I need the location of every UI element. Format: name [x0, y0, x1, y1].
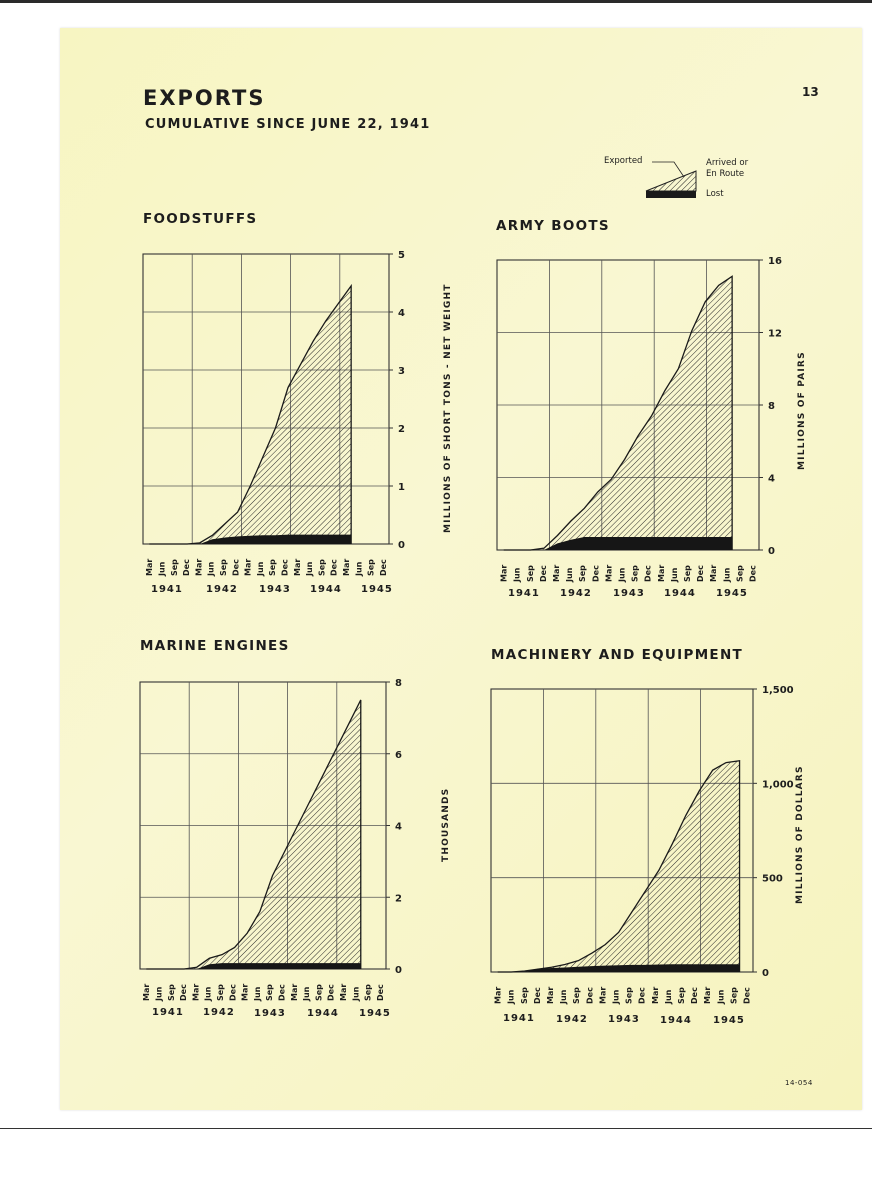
month-tick-label: Sep	[735, 565, 745, 582]
y-tick-label: 3	[398, 366, 405, 377]
y-tick-label: 5	[398, 250, 405, 261]
month-tick-label: Dec	[538, 565, 548, 582]
y-tick-label: 0	[762, 968, 769, 979]
document-code: 14-054	[785, 1079, 813, 1087]
month-tick-label: Sep	[166, 984, 176, 1001]
month-tick-label: Dec	[182, 559, 192, 576]
year-1945-machinery: 1945	[713, 1015, 745, 1026]
ylabel-machinery: MILLIONS OF DOLLARS	[795, 765, 805, 904]
year-1941-army-boots: 1941	[508, 588, 540, 599]
month-tick-label: Sep	[317, 559, 327, 576]
month-tick-label: Jun	[354, 561, 364, 576]
month-tick-label: Jun	[663, 989, 673, 1004]
month-tick-label: Mar	[243, 558, 253, 576]
y-tick-label: 0	[768, 546, 775, 557]
month-tick-label: Sep	[215, 984, 225, 1001]
month-tick-label: Jun	[559, 989, 569, 1004]
exported-area	[498, 761, 740, 972]
legend-lost: Lost	[706, 189, 724, 199]
legend-exported: Exported	[604, 156, 643, 166]
scan-edge	[0, 0, 872, 3]
y-tick-label: 500	[762, 873, 783, 885]
month-tick-label: Jun	[722, 567, 732, 582]
month-tick-label: Dec	[277, 984, 287, 1001]
y-tick-label: 0	[398, 540, 405, 551]
year-1945-foodstuffs: 1945	[361, 584, 393, 595]
month-tick-label: Mar	[142, 983, 152, 1001]
chart-army-boots	[484, 246, 794, 586]
lost-area	[146, 963, 360, 969]
month-tick-label: Dec	[591, 565, 601, 582]
month-tick-label: Sep	[519, 987, 529, 1004]
month-tick-label: Jun	[302, 986, 312, 1001]
month-tick-label: Mar	[289, 983, 299, 1001]
y-tick-label: 2	[398, 424, 405, 435]
month-tick-label: Mar	[650, 986, 660, 1004]
chart-title-foodstuffs: FOODSTUFFS	[143, 211, 258, 227]
year-1943-foodstuffs: 1943	[259, 584, 291, 595]
month-tick-label: Dec	[228, 984, 238, 1001]
chart-title-marine-engines: MARINE ENGINES	[140, 638, 290, 654]
month-tick-label: Mar	[551, 564, 561, 582]
month-tick-label: Jun	[252, 986, 262, 1001]
year-1941-marine-engines: 1941	[152, 1007, 184, 1018]
month-tick-label: Jun	[669, 567, 679, 582]
month-tick-label: Sep	[624, 987, 634, 1004]
month-tick-label: Mar	[709, 564, 719, 582]
month-tick-label: Mar	[703, 986, 713, 1004]
year-1943-army-boots: 1943	[613, 588, 645, 599]
month-tick-label: Dec	[280, 559, 290, 576]
month-tick-label: Dec	[643, 565, 653, 582]
month-tick-label: Mar	[341, 558, 351, 576]
y-tick-label: 8	[768, 401, 775, 412]
month-tick-label: Sep	[314, 984, 324, 1001]
month-tick-label: Jun	[154, 986, 164, 1001]
y-tick-label: 0	[395, 965, 402, 976]
month-tick-label: Mar	[493, 986, 503, 1004]
y-tick-label: 1,500	[762, 685, 794, 696]
bottom-rule	[0, 1128, 872, 1129]
year-1944-machinery: 1944	[660, 1015, 692, 1026]
year-1942-foodstuffs: 1942	[206, 584, 238, 595]
y-tick-label: 4	[398, 308, 405, 319]
y-tick-label: 6	[395, 749, 402, 761]
month-tick-label: Dec	[179, 984, 189, 1001]
y-tick-label: 1	[398, 482, 405, 493]
chart-foodstuffs	[130, 240, 430, 580]
year-1943-machinery: 1943	[608, 1014, 640, 1025]
ylabel-marine-engines: THOUSANDS	[441, 787, 451, 862]
month-tick-label: Dec	[375, 984, 385, 1001]
ylabel-foodstuffs: MILLIONS OF SHORT TONS - NET WEIGHT	[443, 283, 453, 533]
chart-marine-engines	[127, 668, 427, 1008]
year-1944-marine-engines: 1944	[307, 1008, 339, 1019]
month-tick-label: Dec	[378, 559, 388, 576]
y-tick-label: 2	[395, 893, 402, 905]
month-tick-label: Jun	[157, 561, 167, 576]
y-tick-label: 12	[768, 328, 782, 340]
month-tick-label: Dec	[748, 565, 758, 582]
year-1944-army-boots: 1944	[664, 588, 696, 599]
month-tick-label: Jun	[255, 561, 265, 576]
y-tick-label: 16	[768, 256, 782, 267]
month-tick-label: Jun	[506, 989, 516, 1004]
month-tick-label: Mar	[656, 564, 666, 582]
ylabel-army-boots: MILLIONS OF PAIRS	[797, 351, 807, 470]
page-subtitle: CUMULATIVE SINCE JUNE 22, 1941	[145, 117, 431, 132]
month-tick-label: Sep	[630, 565, 640, 582]
legend-arrived: Arrived or	[706, 158, 749, 168]
month-tick-label: Dec	[742, 987, 752, 1004]
month-tick-label: Dec	[329, 559, 339, 576]
month-tick-label: Sep	[268, 559, 278, 576]
chart-machinery	[478, 675, 798, 1015]
year-1942-machinery: 1942	[556, 1014, 588, 1025]
year-1942-army-boots: 1942	[560, 588, 592, 599]
month-tick-label: Dec	[696, 565, 706, 582]
month-tick-label: Sep	[169, 559, 179, 576]
month-tick-label: Dec	[690, 987, 700, 1004]
month-tick-label: Mar	[240, 983, 250, 1001]
month-tick-label: Dec	[637, 987, 647, 1004]
month-tick-label: Sep	[682, 565, 692, 582]
month-tick-label: Jun	[203, 986, 213, 1001]
month-tick-label: Mar	[598, 986, 608, 1004]
year-1944-foodstuffs: 1944	[310, 584, 342, 595]
month-tick-label: Sep	[676, 987, 686, 1004]
month-tick-label: Jun	[206, 561, 216, 576]
lost-area	[149, 535, 351, 544]
month-tick-label: Sep	[265, 984, 275, 1001]
year-1941-machinery: 1941	[503, 1013, 535, 1024]
month-tick-label: Sep	[525, 565, 535, 582]
month-tick-label: Mar	[499, 564, 509, 582]
month-tick-label: Dec	[532, 987, 542, 1004]
month-tick-label: Jun	[565, 567, 575, 582]
chart-title-machinery: MACHINERY AND EQUIPMENT	[491, 647, 744, 663]
month-tick-label: Sep	[366, 559, 376, 576]
month-tick-label: Jun	[716, 989, 726, 1004]
month-tick-label: Mar	[145, 558, 155, 576]
legend	[600, 153, 770, 208]
lost-area	[504, 537, 732, 550]
month-tick-label: Jun	[351, 986, 361, 1001]
month-tick-label: Sep	[578, 565, 588, 582]
year-1941-foodstuffs: 1941	[151, 584, 183, 595]
chart-title-army-boots: ARMY BOOTS	[496, 218, 610, 234]
month-tick-label: Dec	[585, 987, 595, 1004]
month-tick-label: Mar	[338, 983, 348, 1001]
month-tick-label: Jun	[512, 567, 522, 582]
exported-area	[146, 700, 360, 969]
month-tick-label: Mar	[545, 986, 555, 1004]
month-tick-label: Sep	[218, 559, 228, 576]
y-tick-label: 4	[395, 821, 402, 833]
exported-area	[149, 286, 351, 544]
legend-arrived-2: En Route	[706, 169, 745, 179]
year-1942-marine-engines: 1942	[203, 1007, 235, 1018]
month-tick-label: Mar	[194, 558, 204, 576]
month-tick-label: Mar	[191, 983, 201, 1001]
month-tick-label: Dec	[231, 559, 241, 576]
page-number: 13	[802, 85, 819, 99]
page-title: EXPORTS	[143, 86, 266, 110]
month-tick-label: Jun	[305, 561, 315, 576]
year-1943-marine-engines: 1943	[254, 1008, 286, 1019]
month-tick-label: Sep	[363, 984, 373, 1001]
month-tick-label: Dec	[326, 984, 336, 1001]
lost-area	[498, 964, 740, 972]
month-tick-label: Jun	[617, 567, 627, 582]
month-tick-label: Sep	[572, 987, 582, 1004]
month-tick-label: Mar	[292, 558, 302, 576]
y-tick-label: 8	[395, 678, 402, 689]
year-1945-marine-engines: 1945	[359, 1008, 391, 1019]
month-tick-label: Jun	[611, 989, 621, 1004]
y-tick-label: 1,000	[762, 779, 794, 791]
month-tick-label: Mar	[604, 564, 614, 582]
month-tick-label: Sep	[729, 987, 739, 1004]
year-1945-army-boots: 1945	[716, 588, 748, 599]
y-tick-label: 4	[768, 473, 775, 485]
